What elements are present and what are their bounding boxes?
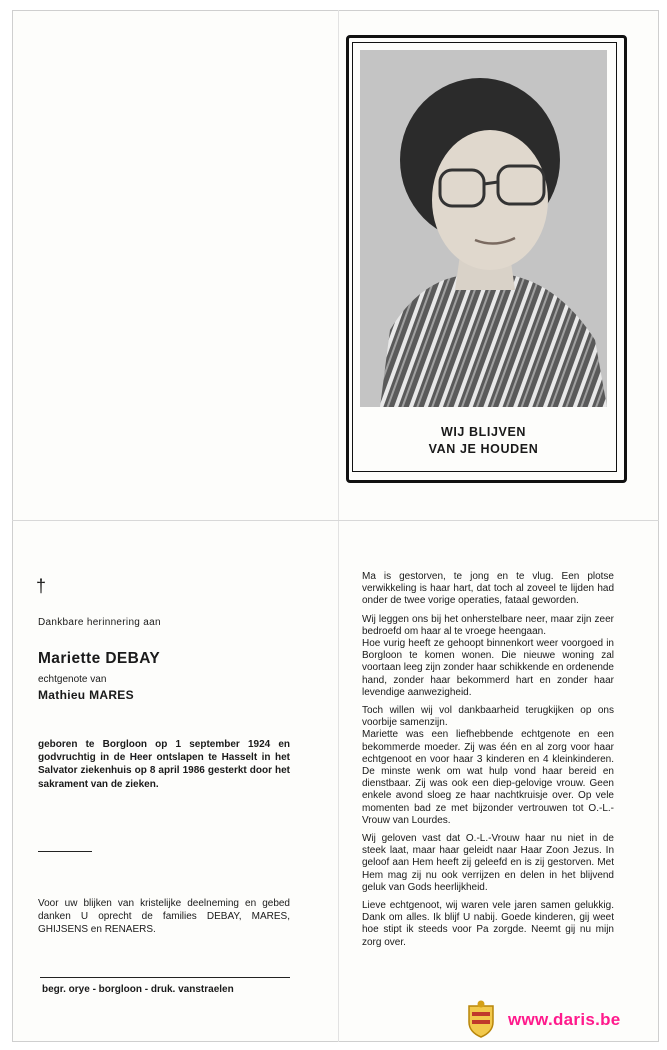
motto bbox=[352, 424, 615, 458]
husband-name: Mathieu MARES bbox=[38, 688, 134, 702]
paragraph-1: Ma is gestorven, te jong en te vlug. Een plotse verwikkeling is haar hart, dat toch al zoveel te lijden had onder de twee vorige operaties, fataal geworden. bbox=[362, 571, 614, 607]
paragraph-2: Wij leggen ons bij het onherstelbare neer, maar zijn zeer bedroefd om haar al te vroege heengaan. bbox=[362, 613, 614, 637]
cross-icon: † bbox=[36, 576, 47, 596]
paragraph-5: Mariette was een liefhebbende echtgenote en een bekommerde moeder. Zij was één en al zorg voor haar echtgenoot en voor haar 3 kinderen en 4 kleinkinderen. De minste wenk om wat hulp vond haar bereid en dienstbaar. Zij was ook een diep-gelovige vrouw. Geen enkele avond sloeg ze haar nachtkruisje over. Op vele momenten bad ze met bijzonder vertrouwen tot O.-L.-Vrouw van Lourdes. bbox=[362, 729, 614, 826]
paragraph-4: Toch willen wij vol dankbaarheid terugkijken op ons voorbije samenzijn. bbox=[362, 705, 614, 729]
memorial-text bbox=[362, 571, 614, 955]
motto-line-2: VAN JE HOUDEN bbox=[428, 442, 539, 456]
fold-line-vertical bbox=[338, 10, 339, 1042]
portrait-photo bbox=[360, 50, 607, 407]
website-link[interactable]: www.daris.be bbox=[508, 1010, 621, 1029]
spouse-of-label: echtgenote van bbox=[38, 674, 107, 685]
paragraph-6: Wij geloven vast dat O.-L.-Vrouw haar nu niet in de steek laat, maar haar geleidt naar Haar Zoon Jezus. In geloof aan Hem heeft zij geleefd en is zij gestorven. Met Hem mag zij nu ook verrijzen en delen in het blijvend geluk van Gods heerlijkheid. bbox=[362, 833, 614, 893]
thanks-text: Voor uw blijken van kristelijke deelneming en gebed danken U oprecht de families DEBAY, MARES, GHIJSENS en RENAERS. bbox=[38, 898, 290, 936]
shield-logo-icon bbox=[466, 1000, 496, 1038]
deceased-name: Mariette DEBAY bbox=[38, 650, 161, 667]
motto-line-1: WIJ BLIJVEN bbox=[440, 425, 527, 439]
birth-death-text: geboren te Borgloon op 1 september 1924 en godvruchtig in de Heer ontslapen te Hasselt in het Salvator ziekenhuis op 8 april 1986 gesterkt door het sakrament van de zieken. bbox=[38, 739, 290, 790]
long-divider bbox=[40, 977, 290, 978]
short-divider bbox=[38, 851, 92, 852]
printer-credit: begr. orye - borgloon - druk. vanstraelen bbox=[42, 984, 234, 995]
fold-line-horizontal bbox=[12, 520, 659, 521]
paragraph-7: Lieve echtgenoot, wij waren vele jaren samen gelukkig. Dank om alles. Ik blijf U nabij. Goede kinderen, gij weet hoe stipt ik steeds voor Pa zorgde. Neemt gij nu mijn zorg over. bbox=[362, 900, 614, 948]
remembrance-heading: Dankbare herinnering aan bbox=[38, 617, 161, 628]
paragraph-3: Hoe vurig heeft ze gehoopt binnenkort weer voorgoed in Borgloon te komen wonen. Die nieuwe woning zal voortaan leeg zijn zonder haar schikkende en ordenende hand, zonder haar bekommerd hart en zonder haar levendige aanwezigheid. bbox=[362, 638, 614, 698]
